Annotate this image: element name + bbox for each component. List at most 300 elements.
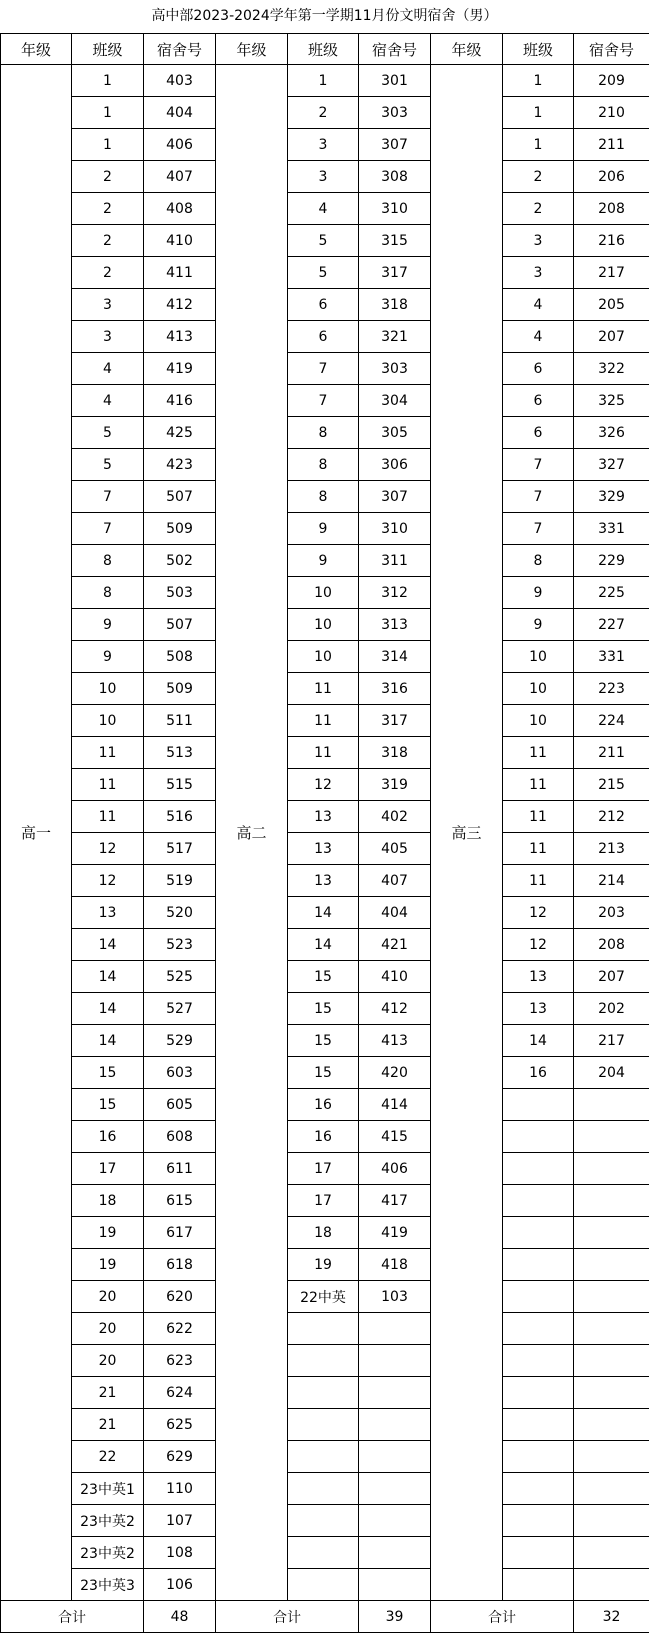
class-cell: 12 xyxy=(72,865,144,897)
class-cell xyxy=(503,1089,574,1121)
class-cell: 20 xyxy=(72,1313,144,1345)
dorm-cell: 110 xyxy=(144,1473,216,1505)
class-cell: 10 xyxy=(288,609,359,641)
dorm-cell: 223 xyxy=(574,673,649,705)
dorm-cell: 321 xyxy=(359,321,431,353)
class-cell: 11 xyxy=(503,833,574,865)
class-cell: 9 xyxy=(288,513,359,545)
class-cell: 8 xyxy=(503,545,574,577)
dorm-cell: 511 xyxy=(144,705,216,737)
class-cell: 23中英3 xyxy=(72,1569,144,1601)
dorm-cell xyxy=(574,1217,649,1249)
header-dorm: 宿舍号 xyxy=(359,34,431,65)
total-row xyxy=(1,1601,649,1633)
dorm-cell: 515 xyxy=(144,769,216,801)
class-cell: 9 xyxy=(72,641,144,673)
class-cell: 9 xyxy=(72,609,144,641)
class-cell: 1 xyxy=(503,97,574,129)
table-row xyxy=(1,1153,649,1185)
dorm-cell xyxy=(574,1537,649,1569)
dorm-cell: 523 xyxy=(144,929,216,961)
class-cell: 10 xyxy=(72,673,144,705)
table-row xyxy=(1,1505,649,1537)
class-cell: 16 xyxy=(503,1057,574,1089)
dorm-cell: 308 xyxy=(359,161,431,193)
class-cell: 5 xyxy=(288,225,359,257)
dorm-cell: 217 xyxy=(574,257,649,289)
dorm-cell: 502 xyxy=(144,545,216,577)
class-cell: 6 xyxy=(503,417,574,449)
table-row xyxy=(1,577,649,609)
class-cell xyxy=(288,1441,359,1473)
class-cell: 3 xyxy=(503,225,574,257)
class-cell: 17 xyxy=(288,1153,359,1185)
dorm-cell xyxy=(574,1473,649,1505)
dorm-cell: 407 xyxy=(144,161,216,193)
dorm-cell: 425 xyxy=(144,417,216,449)
dorm-cell: 625 xyxy=(144,1409,216,1441)
dorm-cell xyxy=(574,1089,649,1121)
dorm-cell: 419 xyxy=(359,1217,431,1249)
dorm-cell: 406 xyxy=(359,1153,431,1185)
class-cell: 2 xyxy=(503,161,574,193)
class-cell: 8 xyxy=(288,417,359,449)
class-cell: 9 xyxy=(503,609,574,641)
dorm-cell: 327 xyxy=(574,449,649,481)
class-cell: 15 xyxy=(288,993,359,1025)
class-cell: 15 xyxy=(72,1089,144,1121)
class-cell: 21 xyxy=(72,1409,144,1441)
class-cell: 11 xyxy=(503,865,574,897)
class-cell xyxy=(288,1505,359,1537)
class-cell xyxy=(503,1121,574,1153)
class-cell: 13 xyxy=(288,801,359,833)
dorm-cell: 304 xyxy=(359,385,431,417)
table-row xyxy=(1,1409,649,1441)
dorm-cell: 202 xyxy=(574,993,649,1025)
dorm-cell: 412 xyxy=(144,289,216,321)
dorm-cell: 413 xyxy=(144,321,216,353)
dorm-cell: 209 xyxy=(574,65,649,97)
dorm-cell: 317 xyxy=(359,257,431,289)
class-cell: 19 xyxy=(72,1249,144,1281)
header-class: 班级 xyxy=(503,34,574,65)
class-cell: 4 xyxy=(72,385,144,417)
dorm-cell: 207 xyxy=(574,961,649,993)
grade-cell: 高三 xyxy=(431,65,503,1601)
class-cell: 7 xyxy=(72,481,144,513)
table-row xyxy=(1,1313,649,1345)
dorm-cell: 404 xyxy=(144,97,216,129)
class-cell: 4 xyxy=(288,193,359,225)
total-label: 合计 xyxy=(1,1601,144,1633)
dorm-cell: 215 xyxy=(574,769,649,801)
class-cell xyxy=(503,1153,574,1185)
dorm-cell xyxy=(574,1409,649,1441)
dorm-cell: 322 xyxy=(574,353,649,385)
header-row xyxy=(1,34,649,65)
class-cell: 8 xyxy=(288,481,359,513)
dorm-cell xyxy=(574,1505,649,1537)
dorm-cell: 208 xyxy=(574,193,649,225)
class-cell: 2 xyxy=(72,193,144,225)
class-cell xyxy=(503,1569,574,1601)
class-cell: 2 xyxy=(288,97,359,129)
class-cell: 11 xyxy=(288,705,359,737)
class-cell: 9 xyxy=(288,545,359,577)
class-cell: 11 xyxy=(503,737,574,769)
total-value: 39 xyxy=(359,1601,431,1633)
dorm-cell: 229 xyxy=(574,545,649,577)
dorm-cell: 329 xyxy=(574,481,649,513)
table-row xyxy=(1,929,649,961)
class-cell: 18 xyxy=(288,1217,359,1249)
table-row xyxy=(1,641,649,673)
class-cell xyxy=(503,1377,574,1409)
class-cell: 8 xyxy=(288,449,359,481)
dorm-cell: 310 xyxy=(359,193,431,225)
class-cell: 14 xyxy=(72,993,144,1025)
dorm-cell: 517 xyxy=(144,833,216,865)
class-cell: 20 xyxy=(72,1345,144,1377)
header-grade: 年级 xyxy=(1,34,72,65)
dorm-cell: 212 xyxy=(574,801,649,833)
dorm-cell: 103 xyxy=(359,1281,431,1313)
class-cell: 20 xyxy=(72,1281,144,1313)
dorm-cell: 211 xyxy=(574,737,649,769)
class-cell: 19 xyxy=(288,1249,359,1281)
dorm-cell: 407 xyxy=(359,865,431,897)
class-cell xyxy=(288,1409,359,1441)
dorm-cell: 620 xyxy=(144,1281,216,1313)
table-row xyxy=(1,417,649,449)
dorm-cell: 214 xyxy=(574,865,649,897)
class-cell: 14 xyxy=(72,929,144,961)
dorm-cell: 605 xyxy=(144,1089,216,1121)
class-cell xyxy=(288,1313,359,1345)
dorm-cell xyxy=(359,1377,431,1409)
class-cell: 16 xyxy=(288,1089,359,1121)
dorm-cell: 418 xyxy=(359,1249,431,1281)
class-cell: 16 xyxy=(288,1121,359,1153)
table-row xyxy=(1,65,649,97)
table-row xyxy=(1,1377,649,1409)
dorm-cell: 519 xyxy=(144,865,216,897)
dorm-cell: 213 xyxy=(574,833,649,865)
dorm-cell: 217 xyxy=(574,1025,649,1057)
table-row xyxy=(1,481,649,513)
class-cell: 7 xyxy=(288,385,359,417)
grade-cell: 高一 xyxy=(1,65,72,1601)
table-row xyxy=(1,865,649,897)
dorm-cell: 319 xyxy=(359,769,431,801)
dorm-cell: 107 xyxy=(144,1505,216,1537)
class-cell: 6 xyxy=(503,385,574,417)
header-dorm: 宿舍号 xyxy=(574,34,649,65)
table-row xyxy=(1,257,649,289)
dorm-cell: 108 xyxy=(144,1537,216,1569)
dorm-cell: 225 xyxy=(574,577,649,609)
class-cell xyxy=(503,1473,574,1505)
dorm-cell: 317 xyxy=(359,705,431,737)
class-cell: 5 xyxy=(288,257,359,289)
class-cell: 17 xyxy=(72,1153,144,1185)
dorm-cell: 414 xyxy=(359,1089,431,1121)
dorm-cell: 513 xyxy=(144,737,216,769)
class-cell: 11 xyxy=(503,801,574,833)
dorm-cell: 316 xyxy=(359,673,431,705)
table-row xyxy=(1,1569,649,1601)
class-cell: 12 xyxy=(503,897,574,929)
class-cell xyxy=(288,1377,359,1409)
class-cell: 22 xyxy=(72,1441,144,1473)
dorm-cell: 306 xyxy=(359,449,431,481)
dorm-cell: 402 xyxy=(359,801,431,833)
class-cell: 17 xyxy=(288,1185,359,1217)
dorm-cell: 413 xyxy=(359,1025,431,1057)
table-row xyxy=(1,513,649,545)
dorm-cell: 404 xyxy=(359,897,431,929)
dorm-cell: 313 xyxy=(359,609,431,641)
class-cell xyxy=(503,1345,574,1377)
class-cell: 8 xyxy=(72,577,144,609)
class-cell: 5 xyxy=(72,449,144,481)
dorm-cell: 318 xyxy=(359,737,431,769)
table-row xyxy=(1,705,649,737)
dorm-cell: 419 xyxy=(144,353,216,385)
table-row xyxy=(1,1121,649,1153)
class-cell xyxy=(288,1345,359,1377)
dorm-cell: 507 xyxy=(144,481,216,513)
header-grade: 年级 xyxy=(431,34,503,65)
class-cell: 14 xyxy=(72,961,144,993)
table-row xyxy=(1,833,649,865)
header-grade: 年级 xyxy=(216,34,288,65)
class-cell: 2 xyxy=(72,225,144,257)
table-row xyxy=(1,1345,649,1377)
class-cell: 11 xyxy=(72,737,144,769)
dorm-cell: 412 xyxy=(359,993,431,1025)
dorm-cell xyxy=(574,1185,649,1217)
class-cell: 14 xyxy=(503,1025,574,1057)
dorm-cell xyxy=(574,1377,649,1409)
total-value: 32 xyxy=(574,1601,649,1633)
class-cell xyxy=(503,1249,574,1281)
dorm-cell: 508 xyxy=(144,641,216,673)
class-cell xyxy=(503,1281,574,1313)
dorm-cell xyxy=(359,1409,431,1441)
class-cell: 10 xyxy=(288,641,359,673)
class-cell: 14 xyxy=(288,929,359,961)
dorm-cell xyxy=(574,1313,649,1345)
table-row xyxy=(1,1089,649,1121)
dorm-cell: 503 xyxy=(144,577,216,609)
dorm-cell: 318 xyxy=(359,289,431,321)
class-cell: 5 xyxy=(72,417,144,449)
dorm-cell: 410 xyxy=(144,225,216,257)
table-row xyxy=(1,1185,649,1217)
class-cell: 13 xyxy=(288,833,359,865)
dorm-cell: 611 xyxy=(144,1153,216,1185)
class-cell: 14 xyxy=(288,897,359,929)
class-cell: 3 xyxy=(72,321,144,353)
table-row xyxy=(1,1537,649,1569)
class-cell: 12 xyxy=(503,929,574,961)
class-cell: 15 xyxy=(288,1057,359,1089)
dorm-cell: 525 xyxy=(144,961,216,993)
header-class: 班级 xyxy=(72,34,144,65)
class-cell: 2 xyxy=(72,161,144,193)
dorm-cell: 622 xyxy=(144,1313,216,1345)
class-cell: 15 xyxy=(72,1057,144,1089)
class-cell: 13 xyxy=(503,961,574,993)
class-cell xyxy=(288,1569,359,1601)
table-row xyxy=(1,545,649,577)
dorm-cell: 423 xyxy=(144,449,216,481)
dorm-cell: 623 xyxy=(144,1345,216,1377)
class-cell: 1 xyxy=(503,129,574,161)
class-cell: 6 xyxy=(503,353,574,385)
dorm-cell xyxy=(359,1505,431,1537)
dorm-cell: 305 xyxy=(359,417,431,449)
table-row xyxy=(1,737,649,769)
class-cell: 18 xyxy=(72,1185,144,1217)
table-row xyxy=(1,769,649,801)
dorm-cell: 416 xyxy=(144,385,216,417)
table-row xyxy=(1,1025,649,1057)
total-value: 48 xyxy=(144,1601,216,1633)
dorm-cell xyxy=(574,1345,649,1377)
class-cell: 11 xyxy=(503,769,574,801)
dorm-cell xyxy=(359,1569,431,1601)
dorm-cell xyxy=(359,1537,431,1569)
class-cell: 3 xyxy=(503,257,574,289)
dorm-cell xyxy=(574,1281,649,1313)
dorm-cell: 303 xyxy=(359,353,431,385)
table-row xyxy=(1,1473,649,1505)
dorm-cell: 301 xyxy=(359,65,431,97)
class-cell: 7 xyxy=(72,513,144,545)
dorm-cell: 516 xyxy=(144,801,216,833)
dorm-cell: 307 xyxy=(359,129,431,161)
table-title: 高中部2023-2024学年第一学期11月份文明宿舍（男） xyxy=(151,8,498,24)
class-cell: 14 xyxy=(72,1025,144,1057)
dorm-cell: 203 xyxy=(574,897,649,929)
class-cell xyxy=(503,1185,574,1217)
class-cell: 3 xyxy=(72,289,144,321)
dorm-cell: 325 xyxy=(574,385,649,417)
dorm-cell: 331 xyxy=(574,513,649,545)
dorm-cell: 405 xyxy=(359,833,431,865)
table-row xyxy=(1,225,649,257)
table-row xyxy=(1,449,649,481)
class-cell: 1 xyxy=(288,65,359,97)
class-cell: 2 xyxy=(72,257,144,289)
dorm-cell: 420 xyxy=(359,1057,431,1089)
dorm-cell: 312 xyxy=(359,577,431,609)
dorm-cell: 411 xyxy=(144,257,216,289)
class-cell: 8 xyxy=(72,545,144,577)
dorm-cell: 204 xyxy=(574,1057,649,1089)
dorm-cell: 314 xyxy=(359,641,431,673)
class-cell xyxy=(503,1537,574,1569)
table-row xyxy=(1,1441,649,1473)
dorm-cell xyxy=(574,1441,649,1473)
table-row xyxy=(1,321,649,353)
class-cell: 7 xyxy=(503,449,574,481)
header-dorm: 宿舍号 xyxy=(144,34,216,65)
dorm-cell: 615 xyxy=(144,1185,216,1217)
class-cell: 4 xyxy=(503,289,574,321)
dorm-cell: 307 xyxy=(359,481,431,513)
dorm-cell: 106 xyxy=(144,1569,216,1601)
dorm-cell: 303 xyxy=(359,97,431,129)
grade-cell: 高二 xyxy=(216,65,288,1601)
dorm-cell: 211 xyxy=(574,129,649,161)
dorm-cell: 224 xyxy=(574,705,649,737)
dorm-cell: 311 xyxy=(359,545,431,577)
class-cell: 6 xyxy=(288,321,359,353)
dorm-cell xyxy=(359,1313,431,1345)
class-cell: 6 xyxy=(288,289,359,321)
class-cell: 23中英1 xyxy=(72,1473,144,1505)
class-cell: 12 xyxy=(288,769,359,801)
class-cell: 13 xyxy=(503,993,574,1025)
class-cell: 22中英 xyxy=(288,1281,359,1313)
class-cell: 21 xyxy=(72,1377,144,1409)
class-cell: 11 xyxy=(72,801,144,833)
dorm-cell: 527 xyxy=(144,993,216,1025)
dorm-cell: 207 xyxy=(574,321,649,353)
table-row xyxy=(1,193,649,225)
dorm-cell: 410 xyxy=(359,961,431,993)
class-cell: 7 xyxy=(503,513,574,545)
dorm-cell xyxy=(359,1345,431,1377)
dorm-cell: 406 xyxy=(144,129,216,161)
table-row xyxy=(1,385,649,417)
class-cell: 10 xyxy=(72,705,144,737)
table-row xyxy=(1,609,649,641)
class-cell: 15 xyxy=(288,1025,359,1057)
class-cell: 3 xyxy=(288,161,359,193)
dorm-cell xyxy=(359,1473,431,1505)
table-row xyxy=(1,1217,649,1249)
dorm-cell: 629 xyxy=(144,1441,216,1473)
class-cell: 23中英2 xyxy=(72,1505,144,1537)
class-cell: 16 xyxy=(72,1121,144,1153)
dorm-cell: 603 xyxy=(144,1057,216,1089)
dorm-cell: 315 xyxy=(359,225,431,257)
dorm-cell: 417 xyxy=(359,1185,431,1217)
dorm-cell: 403 xyxy=(144,65,216,97)
table-row xyxy=(1,673,649,705)
table-row xyxy=(1,1249,649,1281)
dormitory-table xyxy=(0,33,649,1633)
table-row xyxy=(1,289,649,321)
dorm-cell: 205 xyxy=(574,289,649,321)
dorm-cell xyxy=(574,1249,649,1281)
dorm-cell: 415 xyxy=(359,1121,431,1153)
dorm-cell: 509 xyxy=(144,513,216,545)
class-cell: 2 xyxy=(503,193,574,225)
class-cell: 4 xyxy=(72,353,144,385)
class-cell xyxy=(503,1441,574,1473)
class-cell: 12 xyxy=(72,833,144,865)
dorm-cell xyxy=(574,1153,649,1185)
class-cell: 7 xyxy=(288,353,359,385)
class-cell: 4 xyxy=(503,321,574,353)
total-label: 合计 xyxy=(216,1601,359,1633)
